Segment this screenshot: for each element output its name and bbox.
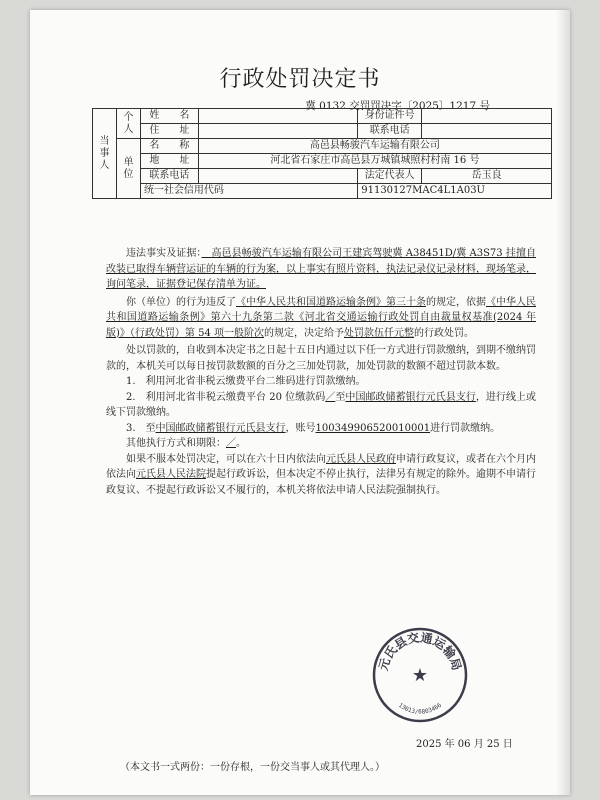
- payment-method-2: 2. 利用河北省非税云缴费平台 20 位缴款码／至中国邮政储蓄银行元氏县支行，进行线上或线下罚款缴纳。: [106, 391, 537, 418]
- name-label: 姓 名: [140, 109, 198, 124]
- person-label: 个人: [116, 109, 140, 139]
- appeal-paragraph: 如果不服本处罚决定，可以在六十日内依法向元氏县人民政府申请行政复议，或者在六个月内依法向元氏县人民法院提起行政诉讼，但本决定不停止执行，法律另有规定的除外。逾期不申请行政复议、不提起行政诉讼又不履行的，本机关将依法申请人民法院强制执行。: [106, 453, 536, 496]
- unit-phone-value: [198, 169, 357, 184]
- seal-text: 元氏县交通运输局: [376, 630, 464, 673]
- id-value: [422, 109, 552, 124]
- address-label: 住 址: [140, 124, 198, 139]
- document-footer-note: （本文书一式两份：一份存根，一份交当事人或其代理人。）: [120, 762, 385, 773]
- unit-label: 单位: [116, 139, 140, 199]
- address-value: [198, 124, 357, 139]
- document-body: [106, 246, 536, 498]
- party-label: 当事人: [93, 109, 117, 199]
- seal-star-icon: ★: [411, 665, 429, 686]
- other-execution: 其他执行方式和期限：／。: [126, 438, 246, 449]
- seal-code: 13013/6803466: [396, 701, 444, 716]
- facts-paragraph: 违法事实及证据： 高邑县畅骏汽车运输有限公司王建宾驾驶冀 A38451D/冀 A3S73 挂擅自改装已取得车辆营运证的车辆的行为案，以上事实有照片资料，执法记录仪记录材料，现场笔录，询问笔录，证据登记保存清单为证。: [106, 248, 536, 290]
- document-title: 行政处罚决定书: [219, 67, 381, 92]
- violation-paragraph: 你（单位）的行为违反了《中华人民共和国道路运输条例》第三十条的规定，依据《中华人民共和国道路运输条例》第六十九条第二款《河北省交通运输行政处罚自由裁量权基准(2024 年版)》（行政处罚）第 54 项一般阶次的规定，决定给予处罚款伍仟元整的行政处罚。: [106, 296, 536, 339]
- document-page: [30, 10, 570, 795]
- name-value: [198, 109, 357, 124]
- unit-address-value: 河北省石家庄市高邑县万城镇城照村村南 16 号: [198, 154, 551, 169]
- legal-rep-value: 岳玉良: [422, 169, 552, 184]
- unit-name-value: 高邑县畅骏汽车运输有限公司: [198, 139, 551, 154]
- unit-address-label: 地 址: [140, 154, 198, 169]
- official-seal-stamp: [370, 625, 470, 725]
- payment-method-3: 3. 至中国邮政储蓄银行元氏县支行，账号100349906520010001进行罚款缴纳。: [126, 422, 501, 434]
- document-number: 冀 0132 交罚罚决字〔2025〕1217 号: [305, 100, 490, 112]
- page-edge-shadow: [556, 10, 570, 795]
- party-info-table: [92, 108, 552, 199]
- phone-value: [422, 124, 552, 139]
- issue-date: 2025 年 06 月 25 日: [416, 739, 513, 750]
- payment-method-1: 1. 利用河北省非税云缴费平台二维码进行罚款缴纳。: [126, 376, 366, 387]
- unit-name-label: 名 称: [140, 139, 198, 154]
- unit-phone-label: 联系电话: [140, 169, 198, 184]
- legal-rep-label: 法定代表人: [358, 169, 422, 184]
- phone-label: 联系电话: [358, 124, 422, 139]
- credit-code-value: 91130127MAC4L1A03U: [358, 184, 552, 199]
- payment-intro: 处以罚款的，自收到本决定书之日起十五日内通过以下任一方式进行罚款缴纳，到期不缴纳罚款的，本机关可以每日按罚款数额的百分之三加处罚款，加处罚款的数额不超过罚款本数。: [106, 345, 536, 372]
- id-label: 身份证件号: [358, 109, 422, 124]
- credit-code-label: 统一社会信用代码: [140, 184, 357, 199]
